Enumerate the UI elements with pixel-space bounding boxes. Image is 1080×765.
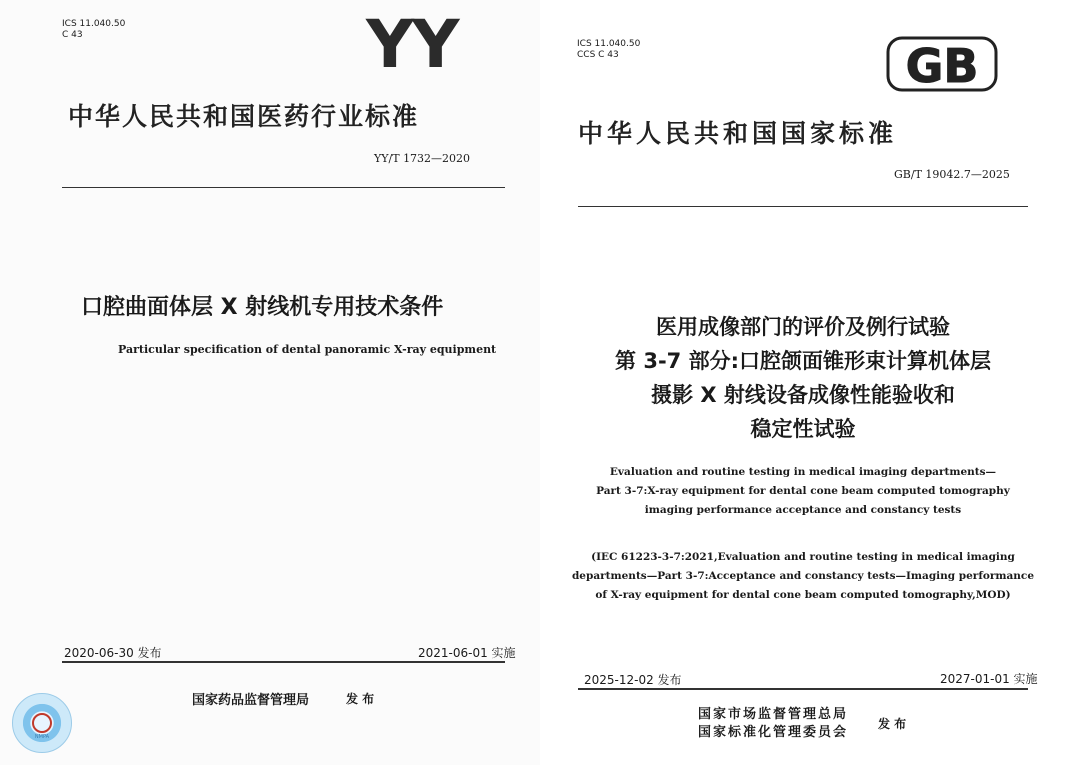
- ics-code: ICS 11.040.50: [577, 39, 641, 49]
- english-title-block: [558, 463, 1048, 520]
- issuer-name: 国家药品监督管理局: [192, 693, 310, 708]
- chinese-title-line-4: 稳定性试验: [750, 417, 856, 441]
- header-divider: [62, 187, 505, 188]
- implementation-date: 2021-06-01 实施: [418, 646, 516, 660]
- chinese-title-line-2: 第 3-7 部分:口腔颌面锥形束计算机体层: [615, 349, 991, 373]
- chinese-title-line-3: 摄影 X 射线设备成像性能验收和: [651, 383, 955, 407]
- publish-word: 发 布: [346, 692, 375, 706]
- classification-codes: [62, 19, 125, 41]
- standard-number: YY/T 1732—2020: [374, 152, 471, 165]
- nmpa-seal-icon: NMPA: [12, 693, 72, 753]
- svg-text:GB: GB: [905, 39, 979, 92]
- ics-code: ICS 11.040.50: [62, 19, 126, 29]
- english-title-line-2: Part 3-7:X-ray equipment for dental cone beam computed tomography: [596, 485, 1010, 497]
- footer-divider: [578, 688, 1028, 690]
- iec-reference-line-1: (IEC 61223-3-7:2021,Evaluation and routine testing in medical imaging: [591, 551, 1015, 563]
- iec-reference-block: [553, 548, 1053, 605]
- issuing-authority-title: 中华人民共和国医药行业标准: [68, 102, 420, 131]
- gb-logo-icon: [886, 36, 998, 92]
- issuer-block: [698, 706, 848, 742]
- iec-reference-line-3: of X-ray equipment for dental cone beam computed tomography,MOD): [595, 589, 1011, 601]
- chinese-title-line-1: 医用成像部门的评价及例行试验: [656, 315, 950, 339]
- footer-divider: [62, 661, 505, 663]
- issuing-authority-title: 中华人民共和国国家标准: [578, 119, 898, 148]
- issue-date: 2025-12-02 发布: [584, 673, 682, 687]
- yy-logo: YY: [366, 6, 458, 83]
- classification-codes: [577, 39, 640, 61]
- english-title-line-3: imaging performance acceptance and constancy tests: [644, 504, 962, 516]
- implementation-date: 2027-01-01 实施: [940, 672, 1038, 686]
- gb-standard-cover: [548, 0, 1080, 765]
- standard-number: GB/T 19042.7—2025: [894, 168, 1010, 181]
- chinese-title: 口腔曲面体层 X 射线机专用技术条件: [81, 295, 444, 320]
- ccs-code: C 43: [62, 30, 83, 40]
- header-divider: [578, 206, 1028, 207]
- issuer-name-2: 国家标准化管理委员会: [698, 725, 849, 740]
- english-title: Particular specification of dental panoramic X-ray equipment: [118, 343, 497, 356]
- issuer-name-1: 国家市场监督管理总局: [698, 707, 849, 722]
- ccs-code: CCS C 43: [577, 50, 619, 60]
- chinese-title-block: [568, 310, 1038, 446]
- iec-reference-line-2: departments—Part 3-7:Acceptance and constancy tests—Imaging performance: [571, 570, 1035, 582]
- issue-date: 2020-06-30 发布: [64, 646, 162, 660]
- publish-word: 发 布: [878, 717, 907, 731]
- english-title-line-1: Evaluation and routine testing in medical imaging departments—: [609, 466, 997, 478]
